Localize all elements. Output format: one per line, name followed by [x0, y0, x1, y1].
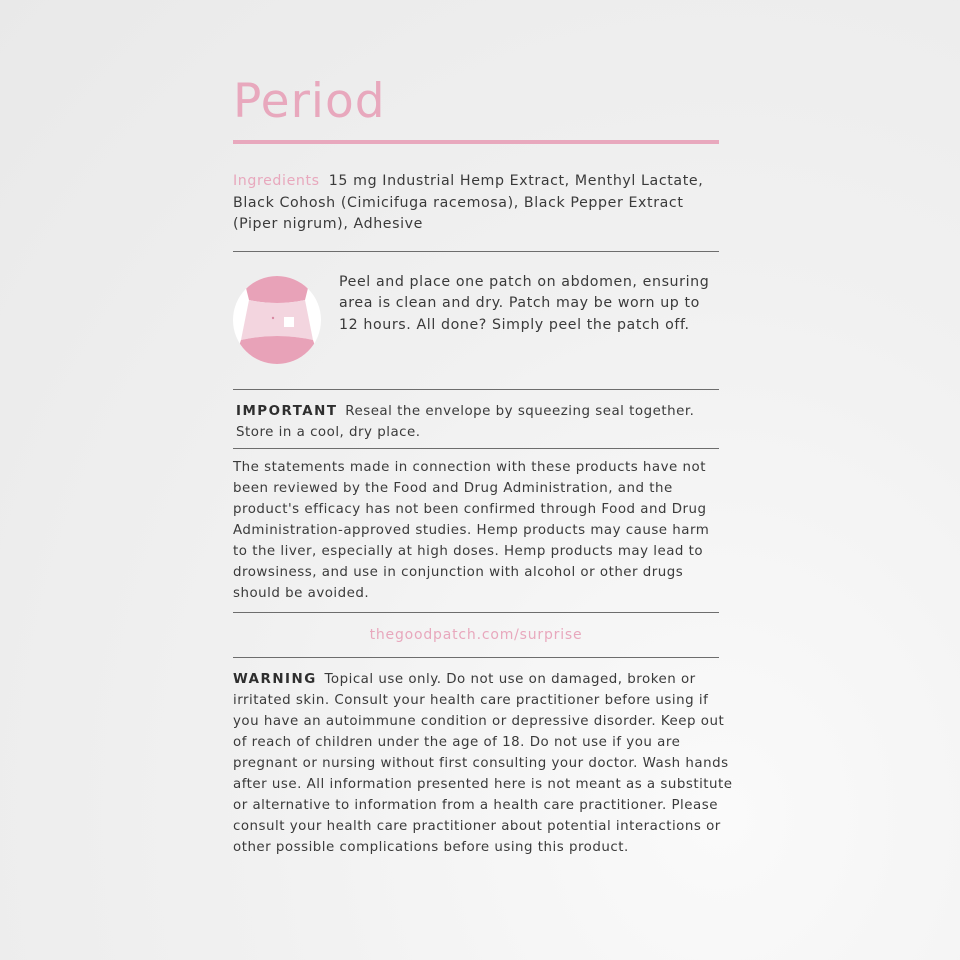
ingredients-text: 15 mg Industrial Hemp Extract, Menthyl Lactate, Black Cohosh (Cimicifuga racemosa), Black Pepper Extract (Piper nigrum), Adhesive — [233, 173, 704, 232]
usage-instructions: Peel and place one patch on abdomen, ensuring area is clean and dry. Patch may be worn up to 12 hours. All done? Simply peel the patch off. — [339, 273, 710, 333]
ingredients-label: Ingredients — [233, 173, 320, 189]
fda-statement: The statements made in connection with these products have not been reviewed by the Food and Drug Administration, and the product's efficacy has not been confirmed through Food and Drug Administration-approved studies. Hemp products may cause harm to the liver, especially at high doses. Hemp products may lead to drowsiness, and use in conjunction with alcohol or other drugs should be avoided. — [233, 459, 710, 601]
divider — [233, 612, 719, 613]
important-text: Reseal the envelope by squeezing seal together. Store in a cool, dry place. — [236, 403, 695, 440]
abdomen-patch-icon — [233, 276, 321, 364]
divider — [233, 448, 719, 449]
usage-section — [233, 273, 723, 372]
warning-section — [233, 669, 733, 858]
warning-text: Topical use only. Do not use on damaged, broken or irritated skin. Consult your health care practitioner before using if you have an autoimmune condition or depressive disorder. Keep out of reach of children under the age of 18. Do not use if you are pregnant or nursing without first consulting your doctor. Wash hands after use. All information presented here is not meant as a substitute or alternative to information from a health care practitioner. Please consult your health care practitioner about potential interactions or other possible complications before using this product. — [233, 671, 733, 855]
divider — [233, 251, 719, 252]
divider — [233, 389, 719, 390]
important-label: IMPORTANT — [236, 403, 338, 419]
title-divider — [233, 140, 719, 144]
warning-label: WARNING — [233, 671, 317, 687]
divider — [233, 657, 719, 658]
website-link[interactable]: thegoodpatch.com/surprise — [369, 626, 583, 643]
ingredients-section — [233, 171, 725, 236]
important-section — [233, 401, 723, 443]
product-label — [233, 70, 733, 858]
page-title: Period — [233, 74, 386, 129]
